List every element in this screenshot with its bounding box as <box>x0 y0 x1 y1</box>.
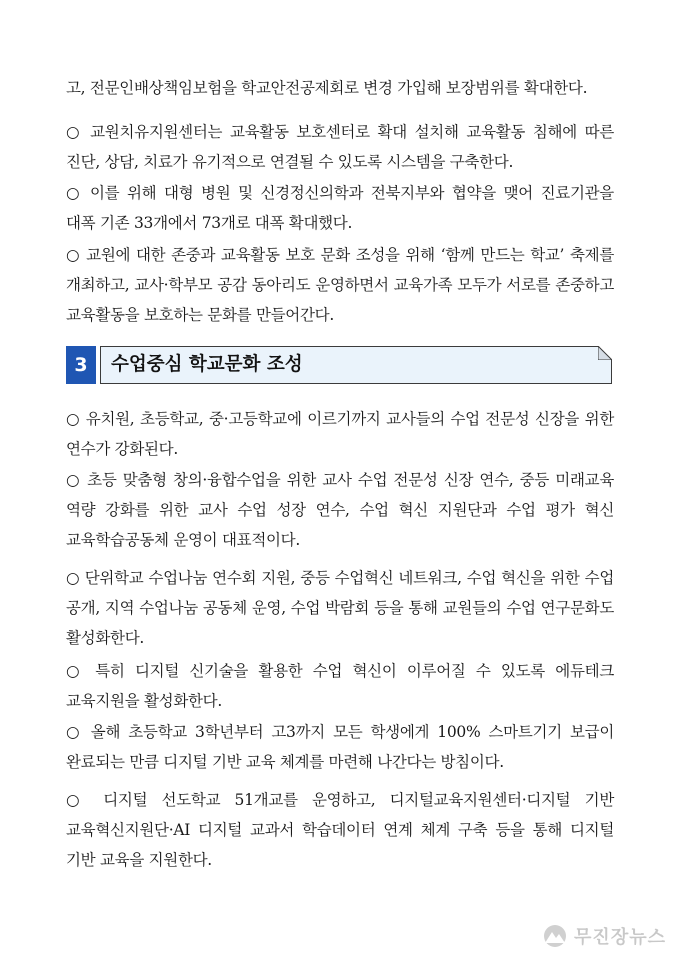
paragraph-bottom-3: ○ 단위학교 수업나눔 연수회 지원, 중등 수업혁신 네트워크, 수업 혁신을 위한 수업 공개, 지역 수업나눔 공동체 운영, 수업 박람회 등을 통해 교원들의 수업 연구문화도 활성화한다. <box>66 569 614 647</box>
folded-corner-icon <box>598 346 612 360</box>
section-header <box>66 346 612 384</box>
section-title: 수업중심 학교문화 조성 <box>111 354 303 375</box>
paragraph-bottom-2: ○ 초등 맞춤형 창의·융합수업을 위한 교사 수업 전문성 신장 연수, 중등 미래교육 역량 강화를 위한 교사 수업 성장 연수, 수업 혁신 지원단과 수업 평가 혁신 교육학습공동체 운영이 대표적이다. <box>66 471 614 549</box>
section-number: 3 <box>66 346 96 384</box>
paragraph-top-3: ○ 이를 위해 대형 병원 및 신경정신의학과 전북지부와 협약을 맺어 진료기관을 대폭 기존 33개에서 73개로 대폭 확대했다. <box>66 184 614 232</box>
paragraph-top-4: ○ 교원에 대한 존중과 교육활동 보호 문화 조성을 위해 ‘함께 만드는 학교’ 축제를 개최하고, 교사·학부모 공감 동아리도 운영하면서 교육가족 모두가 서로를 존중하고 교육활동을 보호하는 문화를 만들어간다. <box>66 246 614 324</box>
watermark-text: 무진장뉴스 <box>574 927 666 948</box>
paragraph-bottom-1: ○ 유치원, 초등학교, 중·고등학교에 이르기까지 교사들의 수업 전문성 신장을 위한 연수가 강화된다. <box>66 410 614 458</box>
mountain-logo-icon <box>540 924 570 948</box>
paragraph-bottom-4: ○ 특히 디지털 신기술을 활용한 수업 혁신이 이루어질 수 있도록 에듀테크 교육지원을 활성화한다. <box>66 662 614 710</box>
paragraph-bottom-5: ○ 올해 초등학교 3학년부터 고3까지 모든 학생에게 100% 스마트기기 보급이 완료되는 만큼 디지털 기반 교육 체계를 마련해 나간다는 방침이다. <box>66 723 614 771</box>
paragraph-top-2: ○ 교원치유지원센터는 교육활동 보호센터로 확대 설치해 교육활동 침해에 따른 진단, 상담, 치료가 유기적으로 연결될 수 있도록 시스템을 구축한다. <box>66 123 614 171</box>
paragraph-bottom-6: ○ 디지털 선도학교 51개교를 운영하고, 디지털교육지원센터·디지털 기반 교육혁신지원단·AI 디지털 교과서 학습데이터 연계 체계 구축 등을 통해 디지털 기반 교육을 지원한다. <box>66 791 614 869</box>
watermark <box>540 920 666 952</box>
paragraph-top-1: 고, 전문인배상책임보험을 학교안전공제회로 변경 가입해 보장범위를 확대한다. <box>66 79 588 97</box>
section-title-box <box>100 346 612 384</box>
